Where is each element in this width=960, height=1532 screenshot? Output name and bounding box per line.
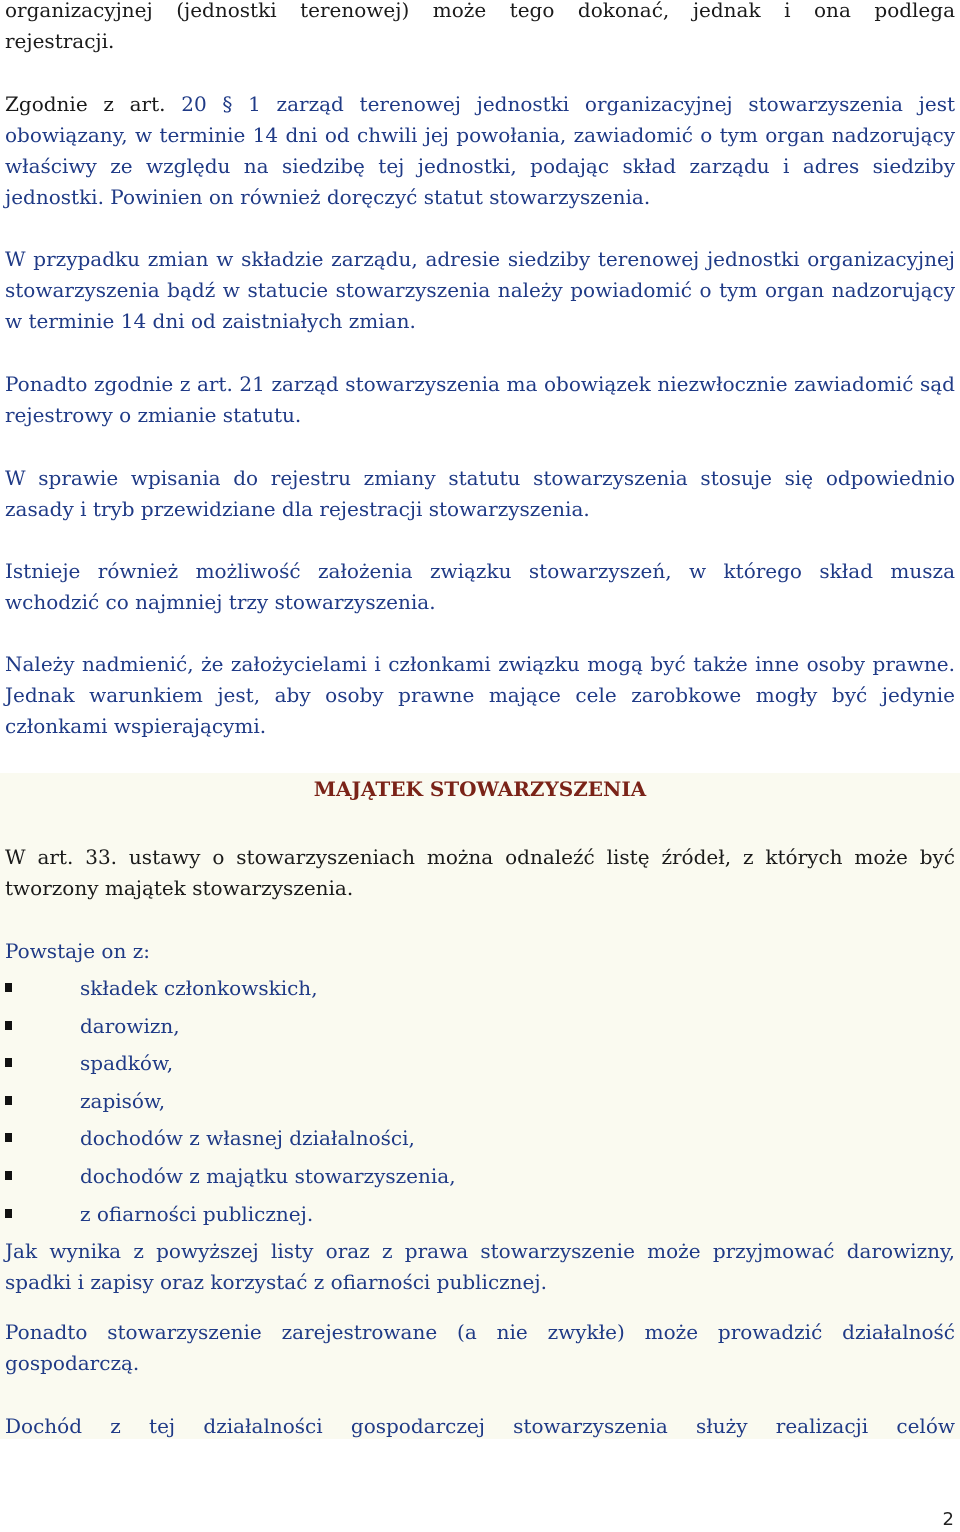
square-bullet-icon xyxy=(5,1171,12,1180)
list-item-text: spadków, xyxy=(80,1051,174,1076)
paragraph-zwiazek-stowarzyszen: Istnieje również możliwość założenia związku stowarzyszeń, w którego skład musza wchodzić co najmniej trzy stowarzyszenia. xyxy=(5,559,955,614)
square-bullet-icon xyxy=(5,1021,12,1030)
list-item-text: składek członkowskich, xyxy=(80,976,318,1000)
square-bullet-icon xyxy=(5,1058,12,1067)
paragraph-art-20-lead: Zgodnie z art. xyxy=(5,92,166,116)
paragraph-jak-wynika: Jak wynika z powyższej listy oraz z prawa stowarzyszenie może przyjmować darowizny, spadki i zapisy oraz korzystać z ofiarności publicznej. xyxy=(5,1239,955,1294)
list-item-text: dochodów z majątku stowarzyszenia, xyxy=(80,1163,456,1188)
list-item xyxy=(5,973,905,1011)
square-bullet-icon xyxy=(5,983,12,992)
section-heading: MAJĄTEK STOWARZYSZENIA xyxy=(313,777,647,801)
list-item-text: zapisów, xyxy=(80,1088,166,1113)
paragraph-zmiany-zarzadu: W przypadku zmian w składzie zarządu, adresie siedziby terenowej jednostki organizacyjnej stowarzyszenia bądź w statucie stowarzyszenia należy powiadomić o tym organ nadzorujący w terminie 14 dni od zaistniałych zmian. xyxy=(5,247,955,333)
list-item-text: dochodów z własnej działalności, xyxy=(80,1126,415,1151)
list-item xyxy=(5,1086,905,1124)
paragraph-continuation-line2: rejestracji. xyxy=(5,29,115,53)
page-number: 2 xyxy=(942,1509,954,1530)
list-item xyxy=(5,1011,905,1049)
paragraph-osoby-prawne: Należy nadmienić, że założycielami i członkami związku mogą być także inne osoby prawne. Jednak warunkiem jest, aby osoby prawne mające cele zarobkowe mogły być jedynie członkami wspierającymi. xyxy=(5,652,955,738)
list-item-text: darowizn, xyxy=(80,1013,180,1038)
square-bullet-icon xyxy=(5,1209,12,1218)
list-item xyxy=(5,1123,905,1161)
paragraph-art-20-body: 20 § 1 zarząd terenowej jednostki organizacyjnej stowarzyszenia jest obowiązany, w terminie 14 dni od chwili jej powołania, zawiadomić o tym organ nadzorujący właściwy ze względu na siedzibę tej jednostki, podając skład zarządu i adres siedziby jednostki. Powinien on również doręczyć statut stowarzyszenia. xyxy=(5,92,955,209)
square-bullet-icon xyxy=(5,1096,12,1105)
paragraph-wpis-rejestru: W sprawie wpisania do rejestru zmiany statutu stowarzyszenia stosuje się odpowiednio zasady i tryb przewidziane dla rejestracji stowarzyszenia. xyxy=(5,466,955,521)
paragraph-powstaje: Powstaje on z: xyxy=(5,939,150,963)
paragraph-art-20 xyxy=(5,89,955,213)
list-item-text: z ofiarności publicznej. xyxy=(80,1201,314,1226)
list-item xyxy=(5,1048,905,1086)
list-item xyxy=(5,1161,905,1199)
paragraph-dochod: Dochód z tej działalności gospodarczej stowarzyszenia służy realizacji celów xyxy=(5,1414,955,1438)
paragraph-art-21: Ponadto zgodnie z art. 21 zarząd stowarzyszenia ma obowiązek niezwłocznie zawiadomić sąd rejestrowy o zmianie statutu. xyxy=(5,372,955,427)
paragraph-art-33: W art. 33. ustawy o stowarzyszeniach można odnaleźć listę źródeł, z których może być tworzony majątek stowarzyszenia. xyxy=(5,845,955,900)
paragraph-continuation-line1: organizacyjnej (jednostki terenowej) może tego dokonać, jednak i ona podlega xyxy=(5,0,955,22)
paragraph-dzialalnosc-gospodarcza: Ponadto stowarzyszenie zarejestrowane (a nie zwykłe) może prowadzić działalność gospodarczą. xyxy=(5,1320,955,1375)
square-bullet-icon xyxy=(5,1133,12,1142)
list-item xyxy=(5,1199,905,1237)
sources-list xyxy=(5,973,905,1236)
